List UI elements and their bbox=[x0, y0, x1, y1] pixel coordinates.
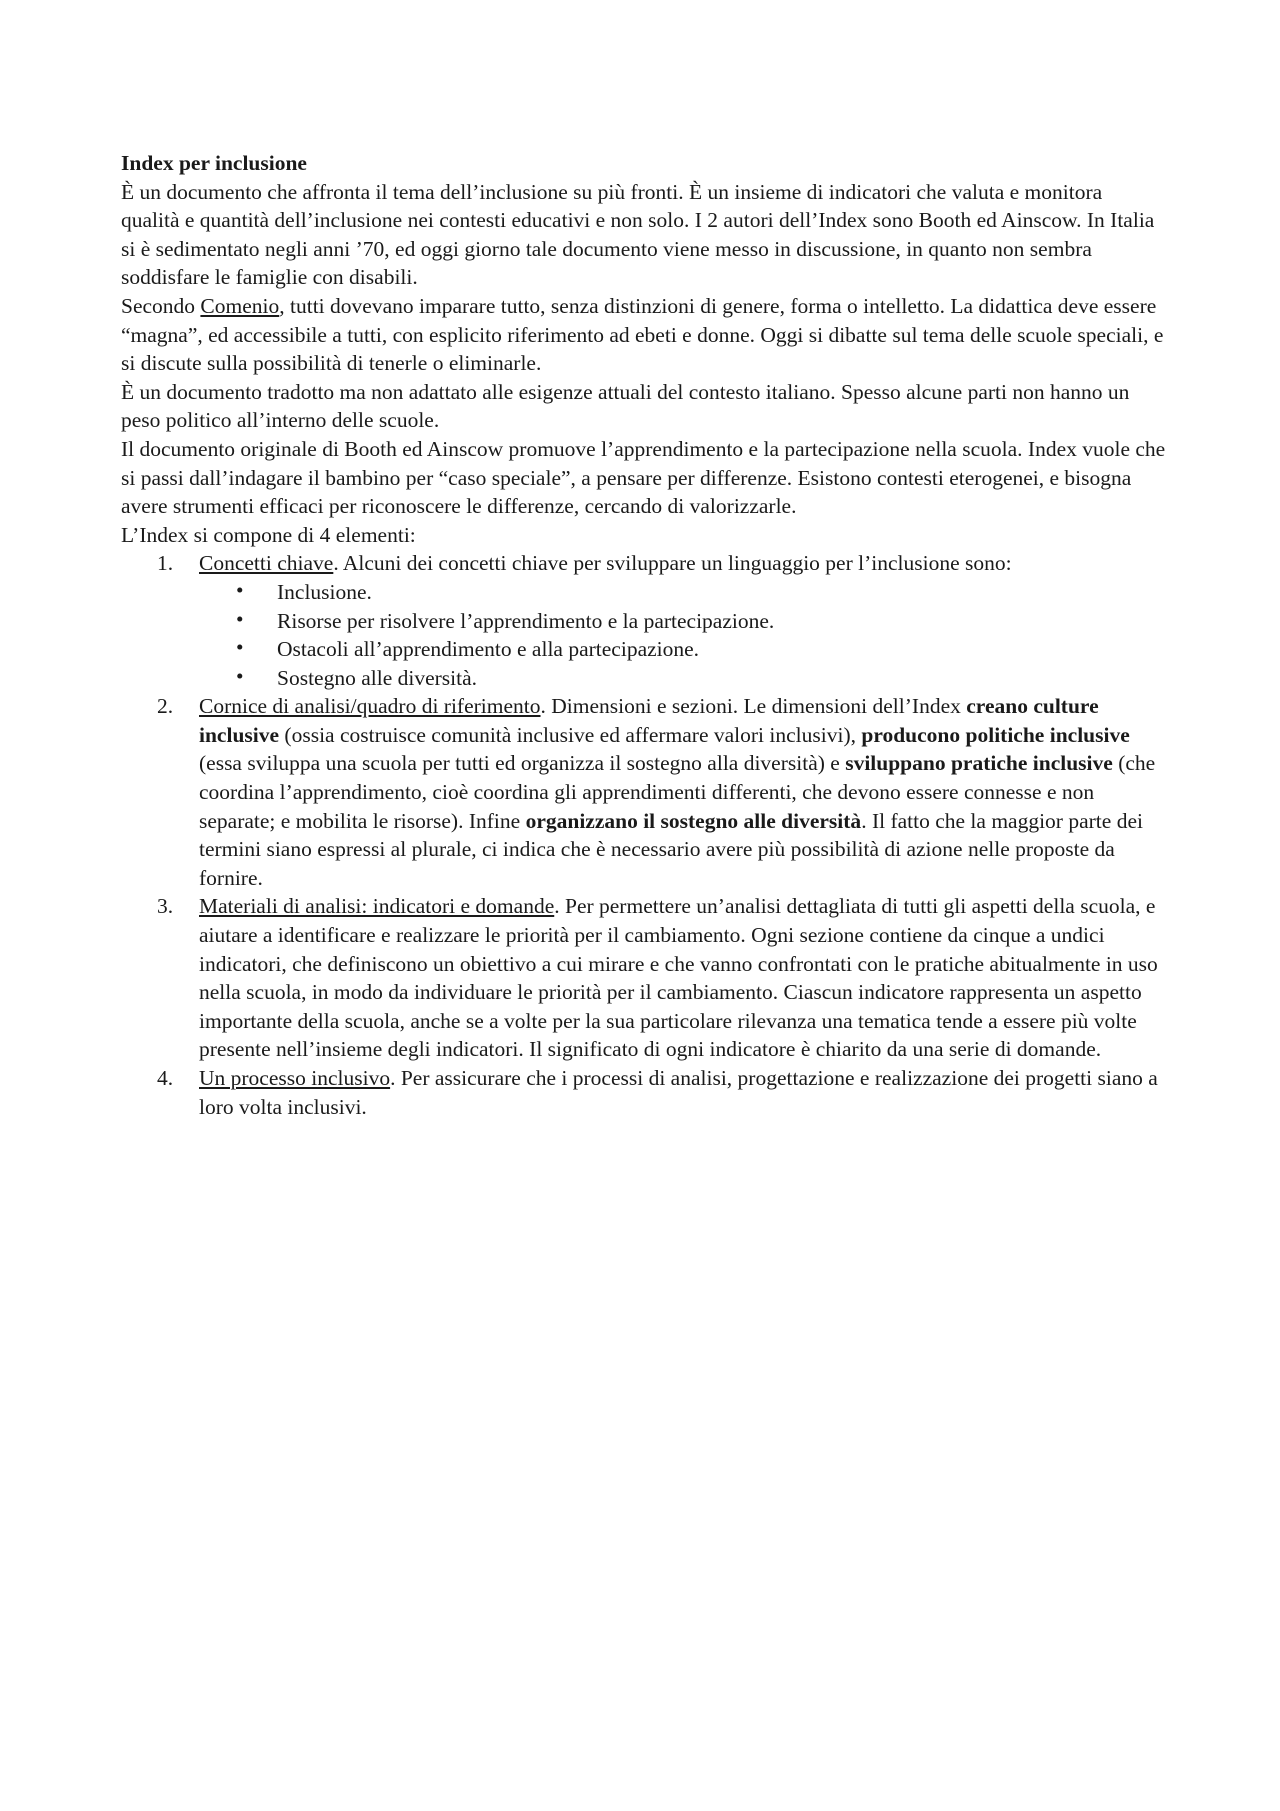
elements-list bbox=[121, 549, 1166, 1121]
bold-term: producono politiche inclusive bbox=[861, 722, 1130, 747]
list-number: 1. bbox=[157, 551, 174, 576]
list-item-heading: Materiali di analisi: indicatori e domande bbox=[199, 894, 555, 919]
key-concepts-list bbox=[199, 578, 1166, 692]
bullet-text: Sostegno alle diversità. bbox=[277, 665, 478, 690]
bullet-icon: • bbox=[236, 635, 244, 660]
elements-intro: L’Index si compone di 4 elementi: bbox=[121, 522, 416, 547]
translation-paragraph: È un documento tradotto ma non adattato alle esigenze attuali del contesto italiano. Spesso alcune parti non hanno un peso politico all’interno delle scuole. bbox=[121, 379, 1130, 433]
list-item-heading: Un processo inclusivo bbox=[199, 1066, 391, 1090]
list-item-text: . Per assicurare che i processi di analisi, progettazione e realizzazione dei progetti siano a loro volta inclusivi. bbox=[199, 1066, 1158, 1119]
bold-term: creano culture inclusive bbox=[199, 694, 1099, 747]
comenio-text: , tutti dovevano imparare tutto, senza distinzioni di genere, forma o intelletto. La didattica deve essere “magna”, ed accessibile a tutti, con esplicito riferimento ad ebeti e donne. Oggi si dibatte sul tema delle scuole speciali, e si discute sulla possibilità di tenerle o eliminarle. bbox=[121, 293, 1164, 376]
list-item-concetti-chiave bbox=[121, 549, 1166, 692]
list-item-text: (essa sviluppa una scuola per tutti ed organizza il sostegno alla diversità) e bbox=[199, 751, 846, 776]
list-item-materiali-di-analisi bbox=[121, 892, 1166, 1064]
bold-term: sviluppano pratiche inclusive bbox=[845, 751, 1113, 776]
list-item-text: . Alcuni dei concetti chiave per sviluppare un linguaggio per l’inclusione sono: bbox=[333, 551, 1012, 576]
list-number: 2. bbox=[157, 694, 174, 719]
bullet-text: Ostacoli all’apprendimento e alla partecipazione. bbox=[277, 637, 700, 662]
list-number: 4. bbox=[157, 1066, 174, 1090]
comenio-name: Comenio bbox=[200, 293, 280, 318]
comenio-prefix: Secondo bbox=[121, 293, 201, 318]
bullet-icon: • bbox=[236, 606, 244, 631]
bold-term: organizzano il sostegno alle diversità bbox=[525, 808, 862, 833]
list-item-text: (ossia costruisce comunità inclusive ed affermare valori inclusivi), bbox=[279, 722, 862, 747]
list-item-text: . Per permettere un’analisi dettagliata di tutti gli aspetti della scuola, e aiutare a identificare e realizzare le priorità per il cambiamento. Ogni sezione contiene da cinque a undici indicatori, che definiscono un obiettivo a cui mirare e che vanno confrontati con le pratiche abitualmente in uso nella scuola, in modo da individuare le priorità per il cambiamento. Ciascun indicatore rappresenta un aspetto importante della scuola, anche se a volte per la sua particolare rilevanza una tematica tende a essere più volte presente nell’insieme degli indicatori. Il significato di ogni indicatore è chiarito da una serie di domande. bbox=[199, 894, 1158, 1062]
list-item-processo-inclusivo bbox=[121, 1064, 1166, 1121]
list-item bbox=[199, 578, 1166, 607]
bullet-icon: • bbox=[236, 577, 244, 602]
intro-paragraph: È un documento che affronta il tema dell’inclusione su più fronti. È un insieme di indicatori che valuta e monitora qualità e quantità dell’inclusione nei contesti educativi e non solo. I 2 autori dell’Index sono Booth ed Ainscow. In Italia si è sedimentato negli anni ’70, ed oggi giorno tale documento viene messo in discussione, in quanto non sembra soddisfare le famiglie con disabili. bbox=[121, 179, 1155, 290]
list-item-heading: Concetti chiave bbox=[199, 551, 334, 576]
bullet-icon: • bbox=[236, 663, 244, 688]
bullet-text: Risorse per risolvere l’apprendimento e la partecipazione. bbox=[277, 608, 775, 633]
list-item-text: (che coordina l’apprendimento, cioè coordina gli apprendimenti differenti, che devono essere connesse e non separate; e mobilita le risorse). Infine bbox=[199, 751, 1156, 833]
list-item-heading: Cornice di analisi/quadro di riferimento bbox=[199, 694, 541, 719]
list-item bbox=[199, 635, 1166, 664]
document-title: Index per inclusione bbox=[121, 151, 307, 175]
original-document-paragraph: Il documento originale di Booth ed Ainscow promuove l’apprendimento e la partecipazione nella scuola. Index vuole che si passi dall’indagare il bambino per “caso speciale”, a pensare per differenze. Esistono contesti eterogenei, e bisogna avere strumenti efficaci per riconoscere le differenze, cercando di valorizzarle. bbox=[121, 436, 1166, 519]
bullet-text: Inclusione. bbox=[277, 579, 372, 604]
list-item bbox=[199, 664, 1166, 693]
list-item-text: . Il fatto che la maggior parte dei termini siano espressi al plurale, ci indica che è necessario avere più possibilità di azione nelle proposte da fornire. bbox=[199, 808, 1143, 890]
list-item-cornice-di-analisi bbox=[121, 692, 1166, 892]
list-item bbox=[199, 607, 1166, 636]
list-item-text: . Dimensioni e sezioni. Le dimensioni dell’Index bbox=[540, 694, 967, 719]
list-number: 3. bbox=[157, 894, 174, 919]
document-page bbox=[121, 149, 1166, 1121]
comenio-paragraph bbox=[121, 292, 1166, 378]
